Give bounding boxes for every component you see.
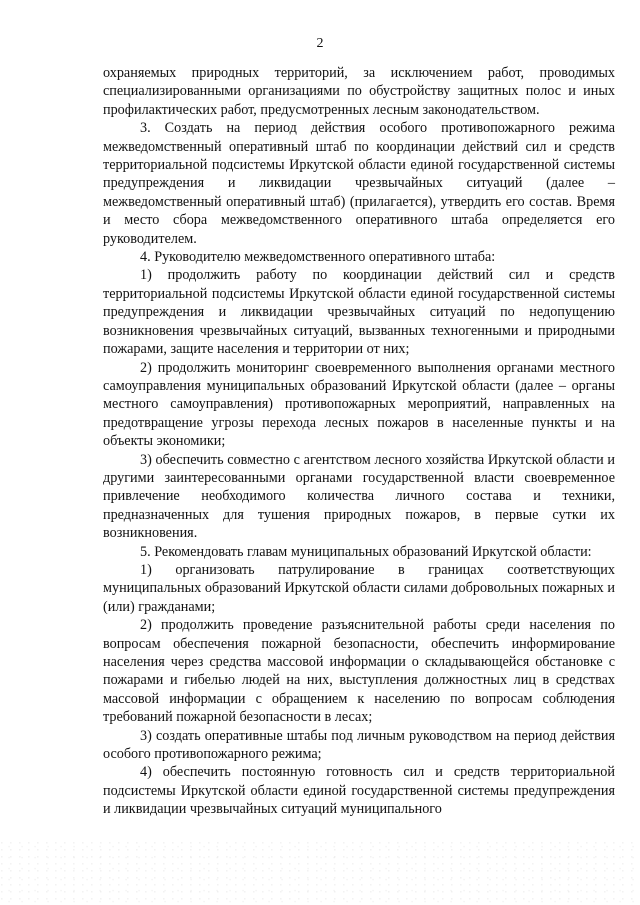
paragraph: 5. Рекомендовать главам муниципальных образований Иркутской области:: [140, 543, 592, 560]
paragraph: 1) продолжить работу по координации действий сил и средств территориальной подсистемы Иркутской области единой государственной системы предупреждения и ликвидации чрезвычайных ситуаций по недопущению возникновения чрезвычайных ситуаций, вызванных техногенными и природными пожарами, защите населения и территории от них;: [103, 267, 615, 358]
page-number: 2: [316, 36, 324, 51]
paragraph: 2) продолжить проведение разъяснительной работы среди населения по вопросам обеспечения пожарной безопасности, обеспечить информирование населения через средства массовой информации о складывающейся обстановке с пожарами и гибелью людей на них, выступления должностных лиц в средствах массовой информации с обращением к населению по вопросам соблюдения требований пожарной безопасности в лесах;: [103, 617, 615, 726]
paragraph: 2) продолжить мониторинг своевременного выполнения органами местного самоуправления муниципальных образований Иркутской области (далее – органы местного самоуправления) противопожарных мероприятий, направленных на предотвращение угрозы перехода лесных пожаров в населенные пункты и на объекты экономики;: [103, 359, 615, 450]
paragraph: 3. Создать на период действия особого противопожарного режима межведомственный оперативный штаб по координации действий сил и средств территориальной подсистемы Иркутской области единой государственной системы предупреждения и ликвидации чрезвычайных ситуаций (далее – межведомственный оперативный штаб) (прилагается), утвердить его состав. Время и место сбора межведомственного оперативного штаба определяется его руководителем.: [103, 120, 615, 247]
paragraph: 4) обеспечить постоянную готовность сил и средств территориальной подсистемы Иркутской области единой государственной системы предупреждения и ликвидации чрезвычайных ситуаций муниципального: [103, 764, 615, 818]
document-body: [103, 64, 615, 819]
paragraph: 4. Руководителю межведомственного оперативного штаба:: [140, 249, 496, 266]
paragraph: 3) создать оперативные штабы под личным руководством на период действия особого противопожарного режима;: [103, 727, 615, 763]
paragraph: охраняемых природных территорий, за исключением работ, проводимых специализированными организациями по обустройству защитных полос и иных профилактических работ, предусмотренных лесным законодательством.: [103, 65, 615, 118]
scan-noise: [0, 840, 640, 905]
paragraph: 3) обеспечить совместно с агентством лесного хозяйства Иркутской области и другими заинтересованными органами государственной власти своевременное привлечение необходимого количества личного состава и техники, предназначенных для тушения природных пожаров, в первые сутки их возникновения.: [103, 451, 615, 542]
paragraph: 1) организовать патрулирование в границах соответствующих муниципальных образований Иркутской области силами добровольных пожарных и (или) гражданами;: [103, 561, 615, 615]
